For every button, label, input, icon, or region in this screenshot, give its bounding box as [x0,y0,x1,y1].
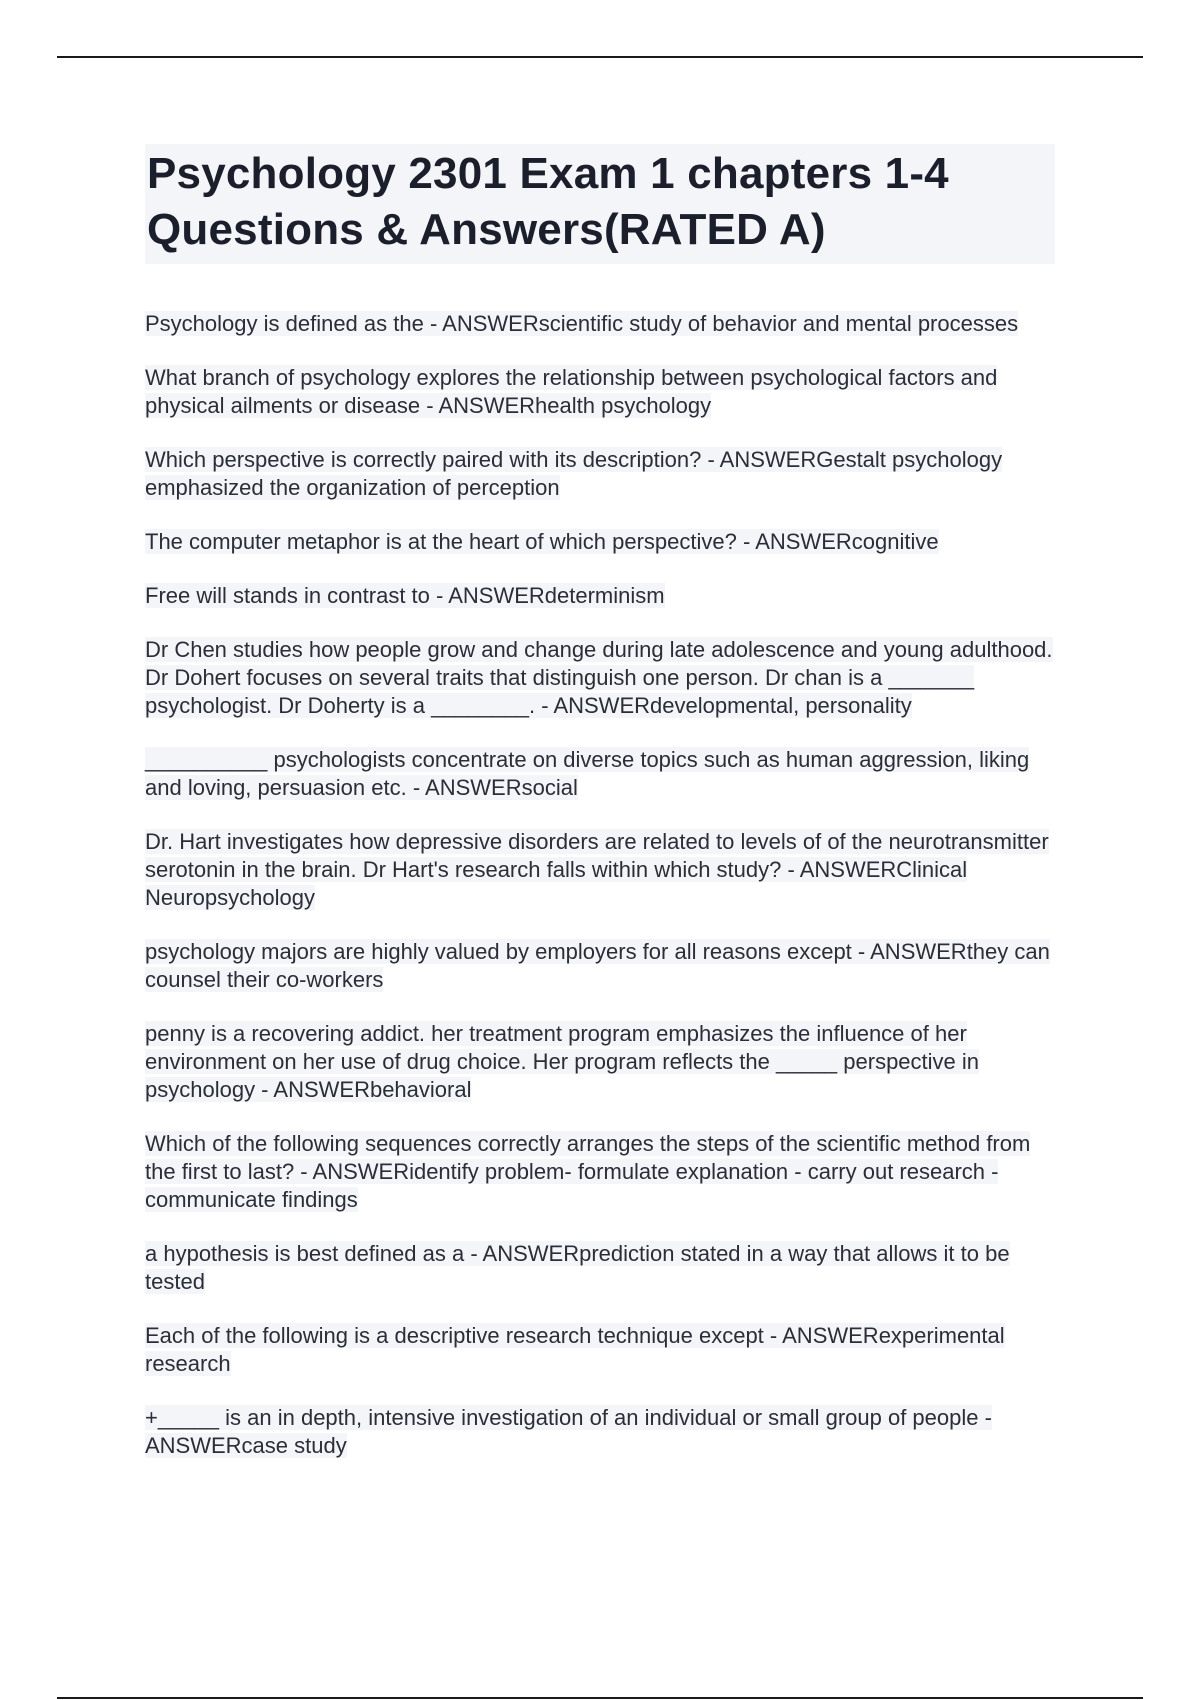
qa-text: Dr Chen studies how people grow and change during late adolescence and young adulthood. Dr Dohert focuses on several traits that distinguish one person. Dr chan is a _______ psychologist. Dr Doherty is a ________. - ANSWERdevelopmental, personality [145,637,1053,718]
qa-text: __________ psychologists concentrate on diverse topics such as human aggression, liking and loving, persuasion etc. - ANSWERsocial [145,747,1030,800]
document-title: Psychology 2301 Exam 1 chapters 1-4 Questions & Answers(RATED A) [147,149,949,254]
qa-text: Which of the following sequences correctly arranges the steps of the scientific method from the first to last? - ANSWERidentify problem- formulate explanation - carry out research - communicate findings [145,1131,1031,1212]
qa-item [145,1322,1055,1378]
qa-text: penny is a recovering addict. her treatment program emphasizes the influence of her environment on her use of drug choice. Her program reflects the _____ perspective in psychology - ANSWERbehavioral [145,1021,980,1102]
qa-text: a hypothesis is best defined as a - ANSWERprediction stated in a way that allows it to be tested [145,1241,1010,1294]
qa-text: The computer metaphor is at the heart of which perspective? - ANSWERcognitive [145,529,939,554]
qa-text: Free will stands in contrast to - ANSWERdeterminism [145,583,665,608]
qa-item [145,310,1055,338]
qa-item [145,446,1055,502]
top-rule [57,56,1143,58]
qa-text: Dr. Hart investigates how depressive disorders are related to levels of of the neurotransmitter serotonin in the brain. Dr Hart's research falls within which study? - ANSWERClinical Neuropsychology [145,829,1049,910]
qa-item [145,1404,1055,1460]
qa-item [145,636,1055,720]
qa-item [145,828,1055,912]
qa-item [145,364,1055,420]
qa-item [145,582,1055,610]
qa-text: +_____ is an in depth, intensive investigation of an individual or small group of people - ANSWERcase study [145,1405,992,1458]
qa-item [145,938,1055,994]
qa-text: Each of the following is a descriptive research technique except - ANSWERexperimental research [145,1323,1005,1376]
qa-item [145,1240,1055,1296]
bottom-rule [57,1697,1143,1699]
qa-item [145,1130,1055,1214]
qa-text: What branch of psychology explores the relationship between psychological factors and physical ailments or disease - ANSWERhealth psychology [145,365,998,418]
qa-item [145,528,1055,556]
qa-text: Which perspective is correctly paired with its description? - ANSWERGestalt psychology emphasized the organization of perception [145,447,1003,500]
qa-text: psychology majors are highly valued by employers for all reasons except - ANSWERthey can counsel their co-workers [145,939,1050,992]
qa-item [145,746,1055,802]
title-block [145,144,1055,264]
document-body [145,144,1055,1486]
qa-text: Psychology is defined as the - ANSWERscientific study of behavior and mental processes [145,311,1019,336]
qa-item [145,1020,1055,1104]
